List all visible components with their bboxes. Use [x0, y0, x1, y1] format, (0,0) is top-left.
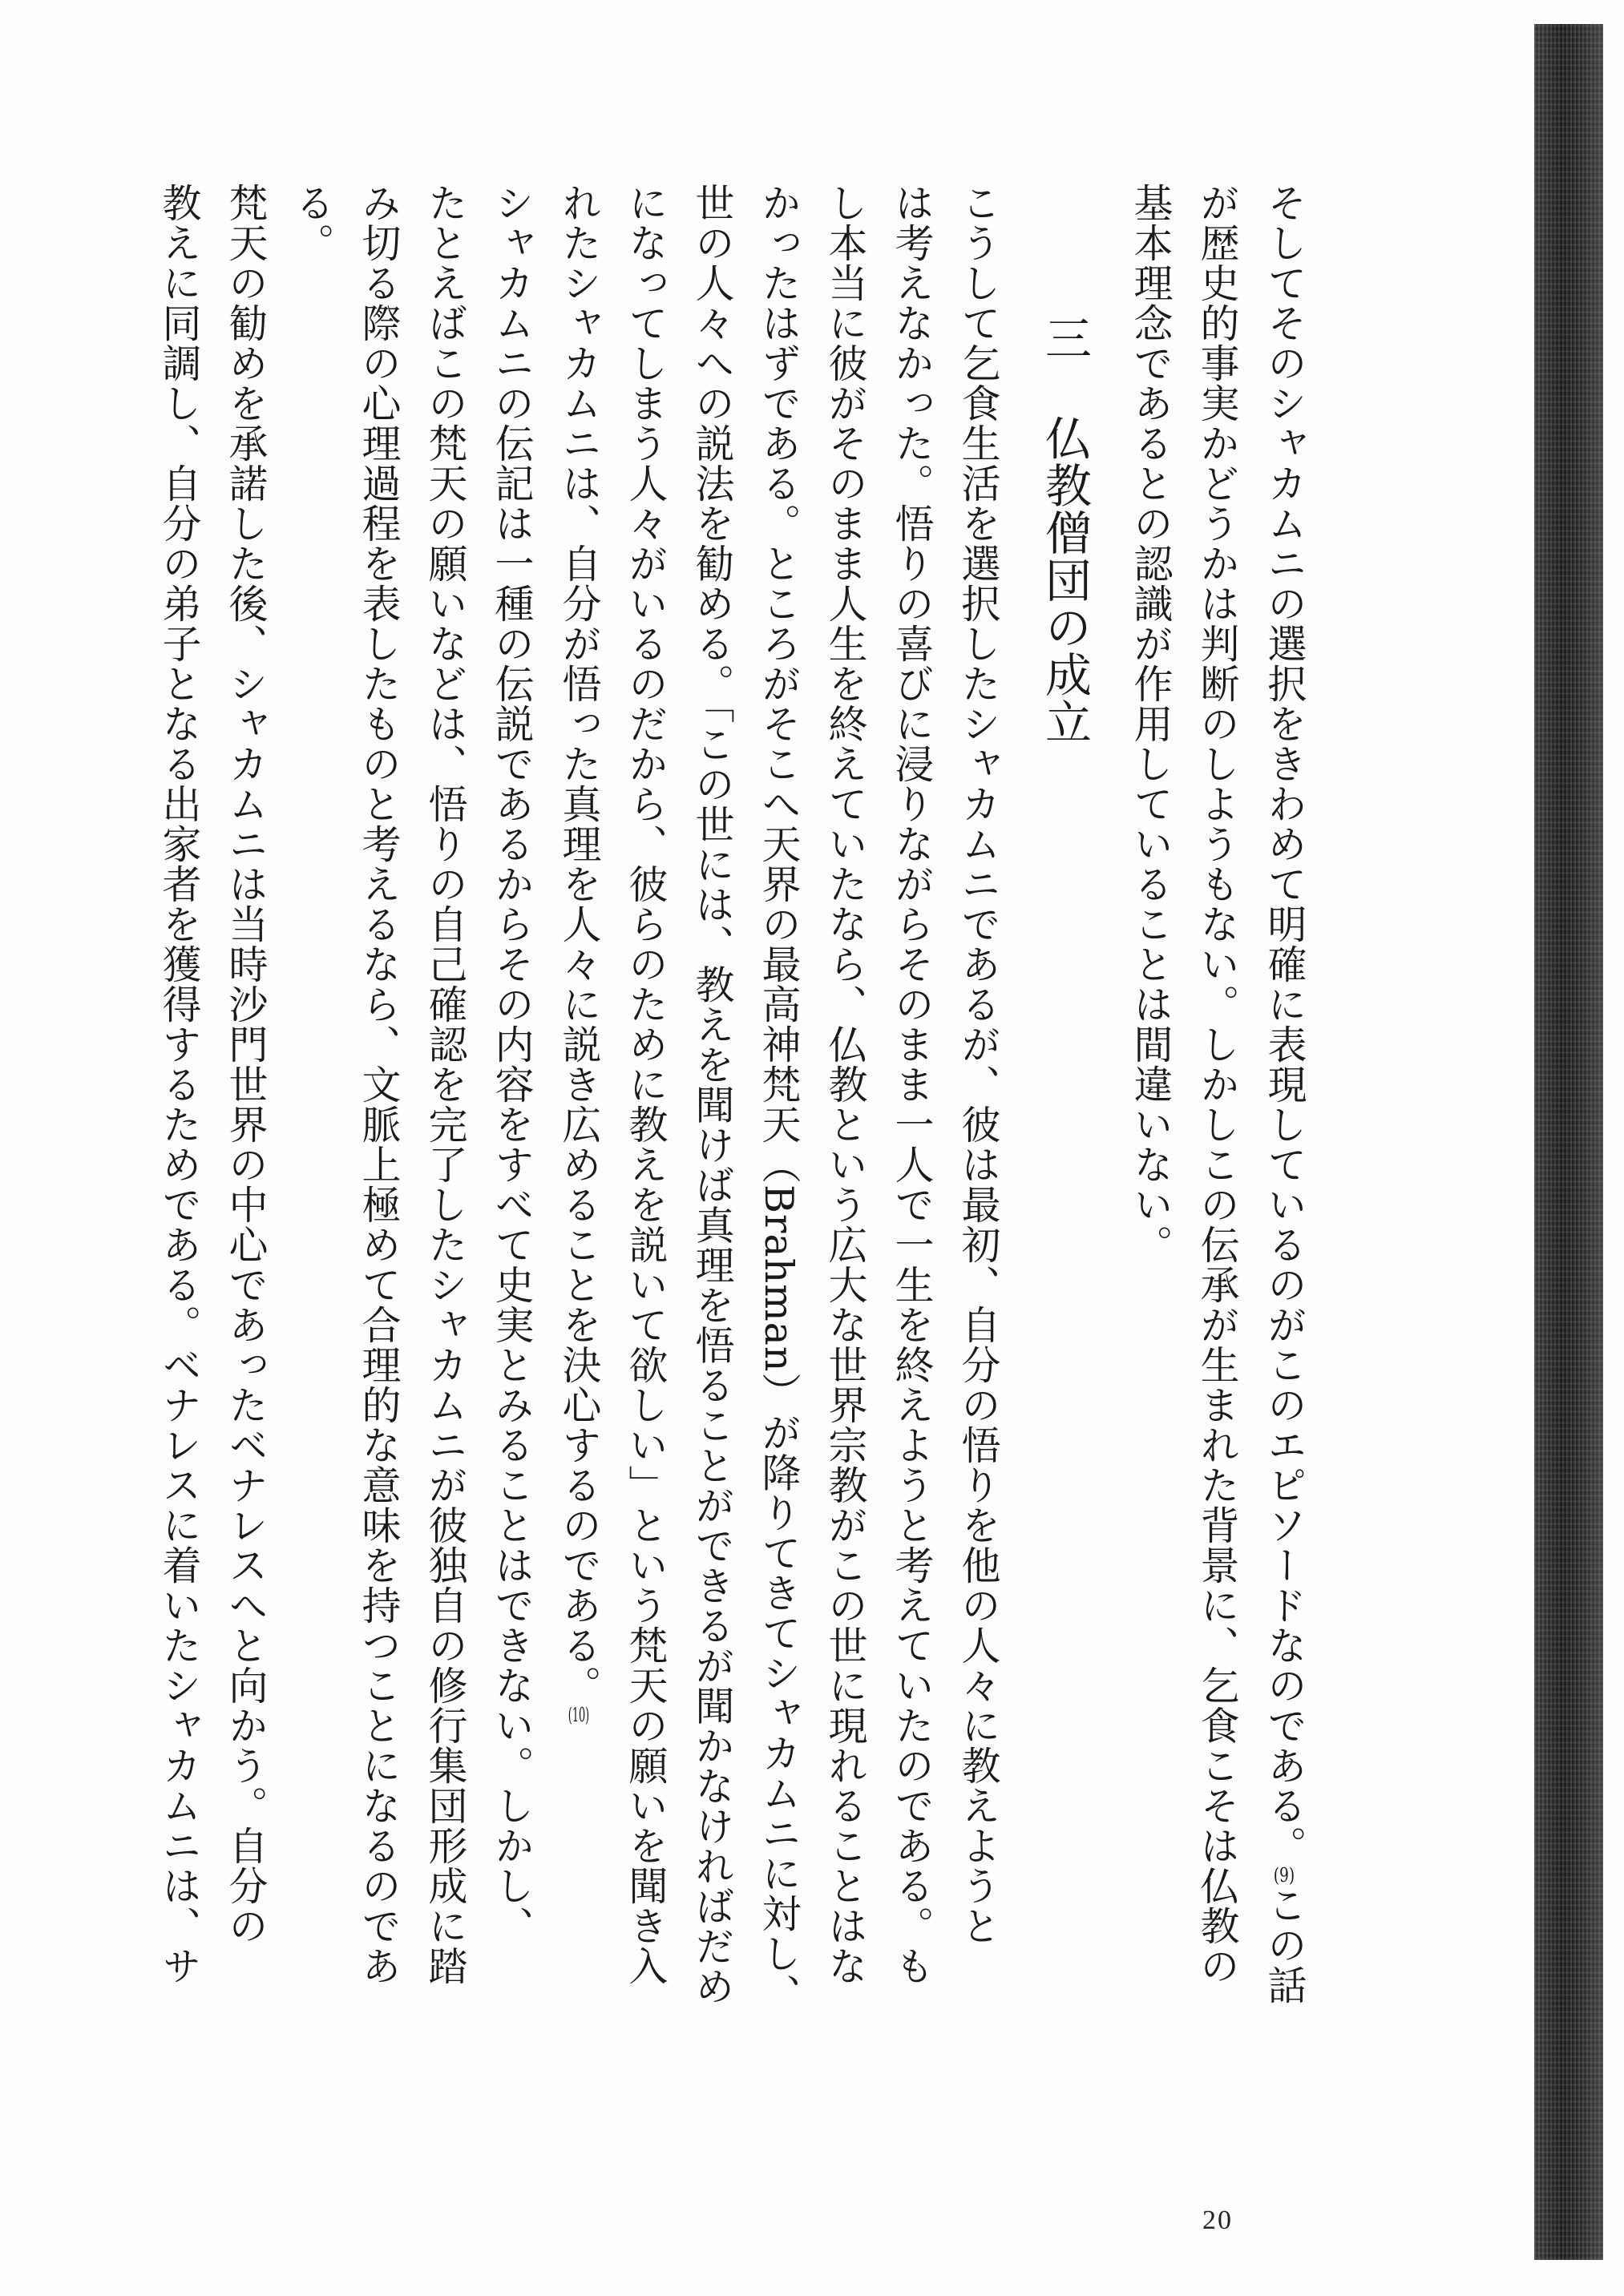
text-line-8: 世の人々への説法を勧める。「この世には、教えを聞けば真理を悟ることができるが聞かなければだめ [689, 183, 735, 2007]
text-line-10: れたシャカムニは、自分が悟った真理を人々に説き広めることを決心するのである。(10) [556, 183, 602, 1725]
footnote-marker-9: (9) [1273, 1866, 1295, 1885]
text-line-3: 基本理念であるとの認識が作用していることは間違いない。 [1128, 183, 1174, 1265]
vertical-text-body [146, 183, 1318, 2050]
text-line-6: し本当に彼がそのまま人生を終えていたなら、仏教という広大な世界宗教がこの世に現れることはな [822, 183, 868, 1986]
text-line-1: そしてそのシャカムニの選択をきわめて明確に表現しているのがこのエピソードなのである。(9)この話 [1262, 183, 1307, 2005]
text-line-16: 教えに同調し、自分の弟子となる出家者を獲得するためである。ベナレスに着いたシャカムニは、サ [156, 183, 202, 1986]
text-line-5: は考えなかった。悟りの喜びに浸りながらそのまま一人で一生を終えようと考えていたのである。も [889, 183, 935, 1986]
text-line-2: が歴史的事実かどうかは判断のしようもない。しかしこの伝承が生まれた背景に、乞食こそは仏教の [1194, 183, 1240, 1986]
text-line-11: シャカムニの伝記は一種の伝説であるからその内容をすべて史実とみることはできない。しかし、 [489, 183, 535, 1946]
section-heading [1012, 183, 1117, 2050]
text-line-15: 梵天の勧めを承諾した後、シャカムニは当時沙門世界の中心であったベナレスへと向かう。自分の [223, 183, 269, 1946]
section-title: 仏教僧団の成立 [1037, 414, 1092, 745]
text-line-13: み切る際の心理過程を表したものと考えるなら、文脈上極めて合理的な意味を持つことになるのであ [356, 183, 402, 1986]
section-number: 三 [1037, 314, 1092, 361]
footnote-marker-10: (10) [568, 1705, 590, 1725]
text-line-7: かったはずである。ところがそこへ天界の最高神梵天（Brahman）が降りてきてシャカムニに対し、 [756, 183, 802, 2014]
text-line-9: になってしまう人々がいるのだから、彼らのために教えを説いて欲しい」という梵天の願いを聞き入 [623, 183, 669, 1986]
text-line-14: る。 [289, 183, 335, 263]
text-line-4: こうして乞食生活を選択したシャカムニであるが、彼は最初、自分の悟りを他の人々に教えようと [955, 183, 1001, 1946]
scanned-page-edge [1534, 24, 1603, 2260]
text-line-12: たとえばこの梵天の願いなどは、悟りの自己確認を完了したシャカムニが彼独自の修行集団形成に踏 [422, 183, 468, 1986]
page-number: 20 [1202, 2205, 1233, 2235]
